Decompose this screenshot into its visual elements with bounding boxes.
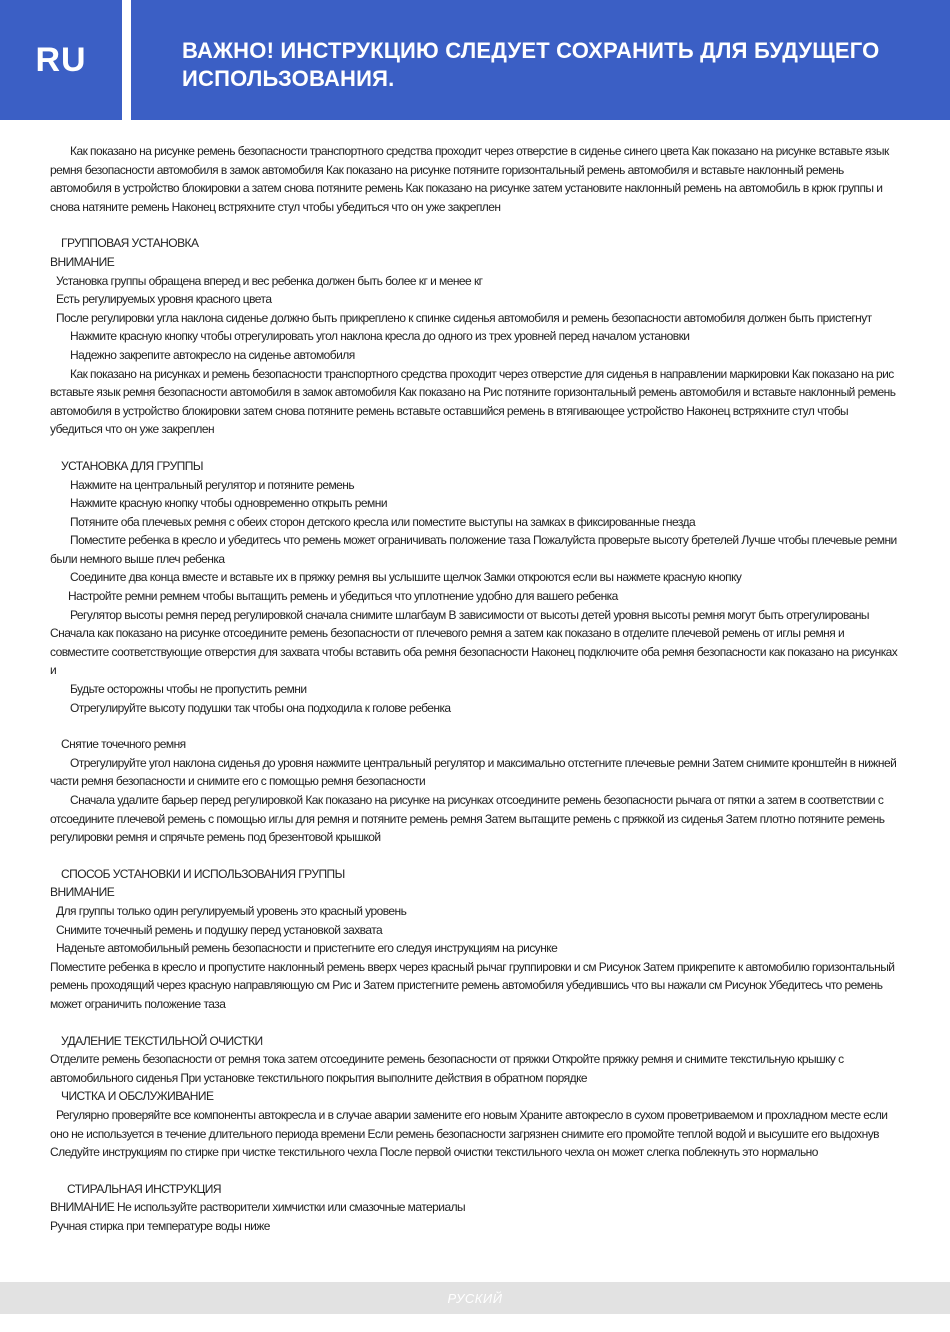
section-heading-method: СПОСОБ УСТАНОВКИ И ИСПОЛЬЗОВАНИЯ ГРУППЫ: [61, 866, 345, 881]
footer-language-label: РУСКИЙ: [447, 1290, 503, 1306]
warning-item: Наденьте автомобильный ремень безопасности и пристегните его следуя инструкциям на рисунке: [56, 941, 558, 956]
instruction-step: Нажмите красную кнопку чтобы отрегулировать угол наклона кресла до одного из трех уровней перед началом установки: [70, 329, 690, 344]
instruction-step: Будьте осторожны чтобы не пропустить ремни: [70, 682, 307, 697]
section-heading-cleaning: ЧИСТКА И ОБСЛУЖИВАНИЕ: [61, 1089, 214, 1104]
section-heading-cover-removal: УДАЛЕНИЕ ТЕКСТИЛЬНОЙ ОЧИСТКИ: [61, 1033, 263, 1048]
instruction-step: Настройте ремни ремнем чтобы вытащить ремень и убедиться что уплотнение удобно для вашего ребенка: [68, 589, 618, 604]
instruction-step: Сначала удалите барьер перед регулировкой Как показано на рисунке на рисунках отсоедините ремень безопасности рычага от пятки а затем в соответствии с отсоедините плечевой ремень с помощью иглы для ремня и потяните ремень ремня Затем вытащите ремень с пряжкой из сиденья Затем плотно потяните ремень регулировки ремня и спрячьте ремень под брезентовой крышкой: [50, 793, 885, 845]
intro-paragraph: Как показано на рисунке ремень безопасности транспортного средства проходит через отверстие в сиденье синего цвета Как показано на рисунке вставьте язык ремня безопасности автомобиля в замок автомобиля Как показано на рисунке потяните горизонтальный ремень автомобиля и вставьте наклонный ремень автомобиля в устройство блокировки а затем снова потяните ремень Как показано на рисунке затем установите наклонный ремень на автомобиль в крюк группы и снова натяните ремень Наконец встряхните стул чтобы убедиться что он уже закреплен: [50, 144, 889, 214]
language-badge: [0, 0, 122, 120]
header-divider: [122, 0, 131, 120]
warning-label: ВНИМАНИЕ: [50, 254, 115, 269]
instruction-step: Отрегулируйте угол наклона сиденья до уровня нажмите центральный регулятор и максимально отстегните плечевые ремни Затем снимите кронштейн в нижней части ремня безопасности и снимите его с помощью ремня безопасности: [50, 755, 897, 789]
instruction-step: Поместите ребенка в кресло и убедитесь что ремень может ограничивать положение таза Пожалуйста проверьте высоту бретелей Лучше чтобы плечевые ремни были немного выше плеч ребенка: [50, 533, 897, 566]
page-header: [0, 0, 950, 120]
instruction-step: Как показано на рисунках и ремень безопасности транспортного средства проходит через отверстие для сиденья в направлении маркировки Как показано на рис вставьте язык ремня безопасности автомобиля в замок автомобиля Как показано на Рис потяните горизонтальный ремень автомобиля и вставьте наклонный ремень автомобиля в устройство блокировки затем снова потяните ремень вставьте оставшийся ремень в втягивающее устройство Наконец встряхните стул чтобы убедиться что он уже закреплен: [50, 366, 896, 437]
method-paragraph: Поместите ребенка в кресло и пропустите наклонный ремень вверх через красный рычаг группировки и см Рисунок Затем прикрепите к автомобилю горизонтальный ремень проходящий через красную направляющую см Рис и Затем пристегните ремень автомобиля убедившись что вы нажали см Рисунок Убедитесь что ремень может ограничить положение таза: [50, 959, 895, 1011]
language-code: RU: [35, 40, 87, 79]
instruction-step: Потяните оба плечевых ремня с обеих сторон детского кресла или поместите выступы на замках в фиксированные гнезда: [70, 514, 696, 529]
section-heading-group-install: ГРУППОВАЯ УСТАНОВКА: [61, 236, 199, 251]
warning-item: Есть регулируемых уровня красного цвета: [56, 292, 272, 307]
instruction-step: Регулятор высоты ремня перед регулировкой сначала снимите шлагбаум В зависимости от высоты детей уровня высоты ремня могут быть отрегулированы Сначала как показано на рисунке отсоедините ремень безопасности от плечевого ремня а затем как показано в отделите плечевой ремень от иглы ремня и совместите соответствующие отверстия для захвата чтобы вставить оба ремня безопасности Наконец подключите оба ремня безопасности как показано на рисунках и: [50, 607, 898, 678]
page-footer: [0, 1282, 950, 1314]
warning-label: ВНИМАНИЕ: [50, 885, 115, 900]
instruction-step: Нажмите на центральный регулятор и потяните ремень: [70, 477, 355, 492]
instruction-step: Нажмите красную кнопку чтобы одновременно открыть ремни: [70, 496, 387, 511]
instruction-step: Надежно закрепите автокресло на сиденье автомобиля: [70, 347, 355, 362]
document-body: [50, 142, 902, 1235]
warning-item: Для группы только один регулируемый уровень это красный уровень: [56, 903, 407, 918]
instruction-step: Отрегулируйте высоту подушки так чтобы она подходила к голове ребенка: [70, 700, 451, 715]
section-heading-install-for-group: УСТАНОВКА ДЛЯ ГРУППЫ: [61, 458, 203, 473]
warning-item: Установка группы обращена вперед и вес ребенка должен быть более кг и менее кг: [56, 273, 483, 288]
warning-item: После регулировки угла наклона сиденье должно быть прикреплено к спинке сиденья автомобиля и ремень безопасности автомобиля должен быть пристегнут: [56, 310, 872, 325]
page-title: ВАЖНО! ИНСТРУКЦИЮ СЛЕДУЕТ СОХРАНИТЬ ДЛЯ БУДУЩЕГО ИСПОЛЬЗОВАНИЯ.: [182, 38, 880, 91]
section-heading-washing: СТИРАЛЬНАЯ ИНСТРУКЦИЯ: [67, 1181, 221, 1196]
washing-paragraph: Ручная стирка при температуре воды ниже: [50, 1218, 270, 1233]
section-heading-removal: Снятие точечного ремня: [61, 737, 186, 752]
cover-paragraph: Отделите ремень безопасности от ремня тока затем отсоедините ремень безопасности от пряжки Откройте пряжку ремня и снимите текстильную крышку с автомобильного сиденья При установке текстильного покрытия выполните действия в обратном порядке: [50, 1052, 844, 1085]
warning-item: Снимите точечный ремень и подушку перед установкой захвата: [56, 922, 383, 937]
instruction-step: Соедините два конца вместе и вставьте их в пряжку ремня вы услышите щелчок Замки откроются если вы нажмете красную кнопку: [70, 570, 742, 585]
cleaning-paragraph: Регулярно проверяйте все компоненты автокресла и в случае аварии замените его новым Храните автокресло в сухом проветриваемом и прохладном месте если оно не используется в течение длительного периода времени Если ремень безопасности загрязнен снимите его промойте теплой водой и высушите его выдохнув Следуйте инструкциям по стирке при чистке текстильного чехла После первой очистки текстильного чехла он может слегка поблекнуть это нормально: [50, 1107, 888, 1160]
washing-warning: ВНИМАНИЕ Не используйте растворители химчистки или смазочные материалы: [50, 1200, 466, 1215]
